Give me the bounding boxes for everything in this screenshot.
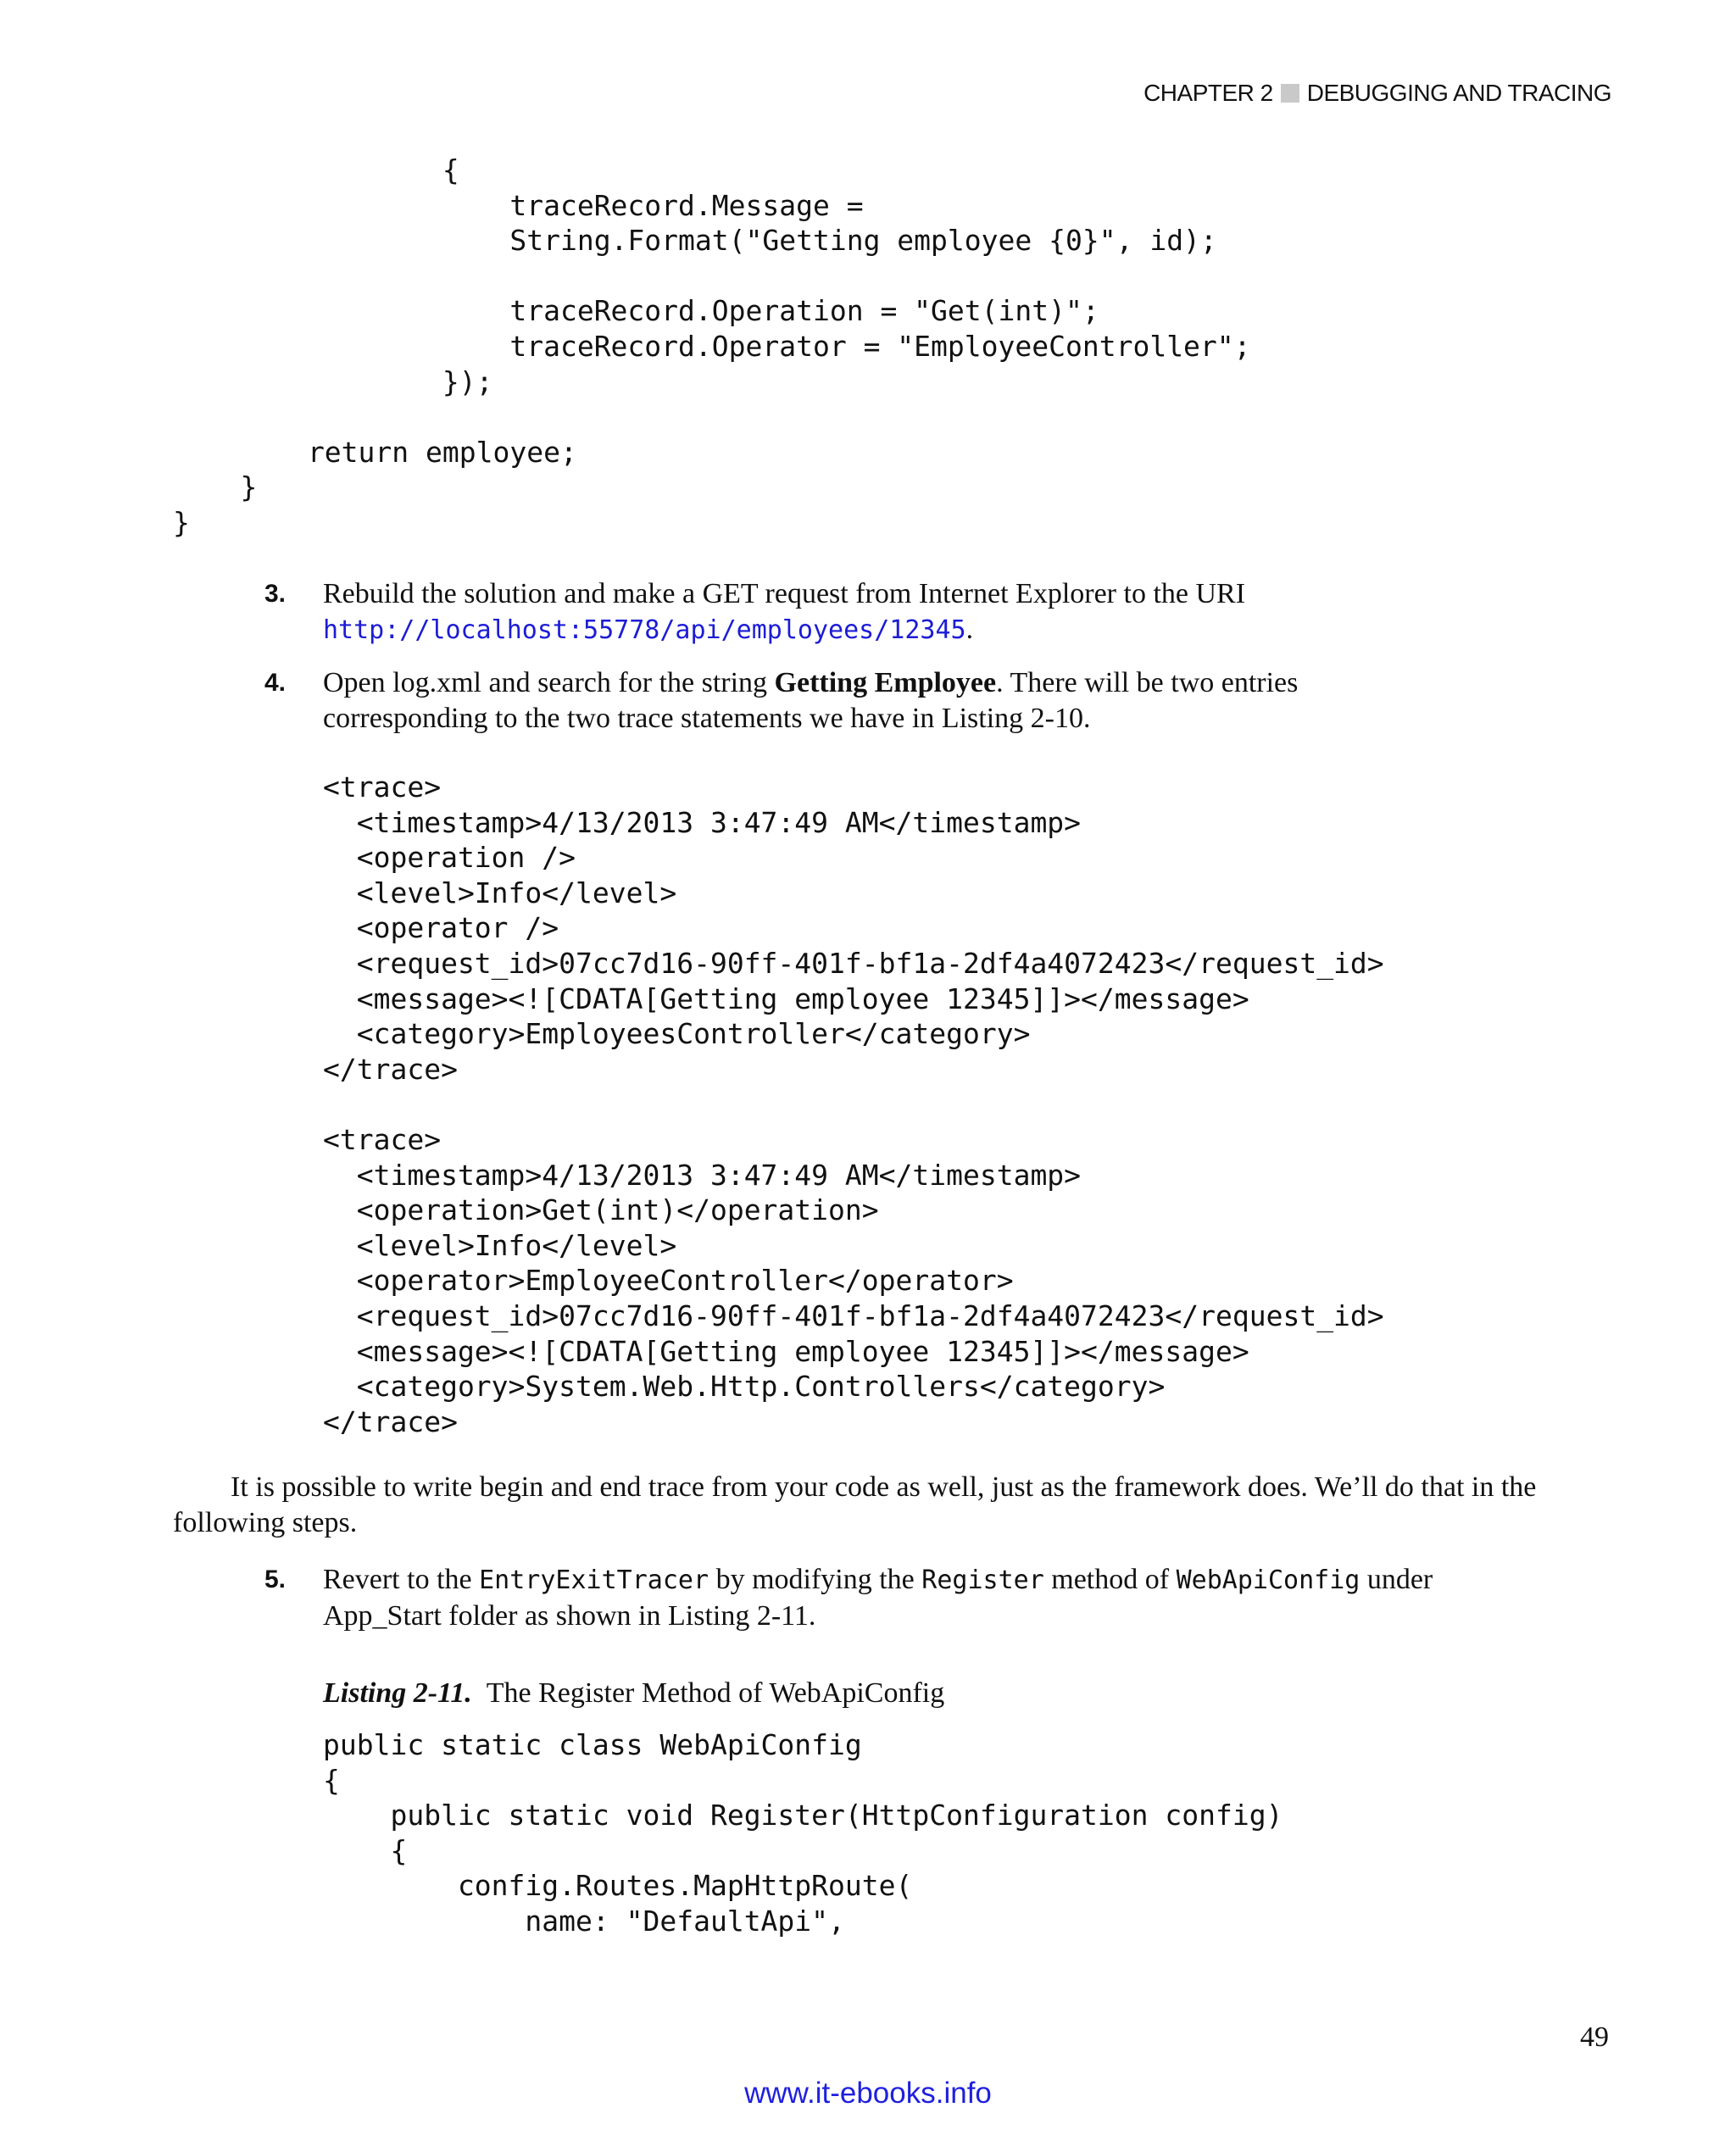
inline-code-register: Register xyxy=(921,1565,1044,1595)
step-text xyxy=(323,665,1383,736)
step-number: 3. xyxy=(264,580,287,608)
step-3-period: . xyxy=(965,613,974,645)
step-5-text-4: under App_Start folder as shown in Listing 2-11. xyxy=(323,1564,1433,1632)
step-number: 5. xyxy=(264,1565,287,1593)
step-3-text: Rebuild the solution and make a GET request from Internet Explorer to the URI xyxy=(323,578,1246,609)
step-text xyxy=(323,1562,1467,1633)
inline-code-webapiconfig: WebApiConfig xyxy=(1176,1565,1360,1595)
code-block-bottom: public static class WebApiConfig { public static void Register(HttpConfiguration config) { config.Routes.MapHttpRoute( name: "DefaultApi", xyxy=(323,1728,1283,1938)
header-chapter: CHAPTER 2 xyxy=(1143,80,1273,106)
header-separator-square xyxy=(1281,84,1299,103)
running-header xyxy=(1143,80,1611,107)
listing-label: Listing 2-11. xyxy=(323,1677,472,1709)
inline-code-entryexittracer: EntryExitTracer xyxy=(479,1565,709,1595)
step-5-text-2: by modifying the xyxy=(709,1564,922,1595)
step-4-text-after: . There will be two entries corresponding to the two trace statements we have in Listing 2-10. xyxy=(323,667,1299,734)
step-5-text-3: method of xyxy=(1043,1564,1177,1595)
step-text xyxy=(323,576,1594,648)
listing-title: The Register Method of WebApiConfig xyxy=(486,1677,945,1709)
page-number: 49 xyxy=(1580,2021,1609,2053)
header-title: DEBUGGING AND TRACING xyxy=(1306,80,1611,106)
request-uri-link[interactable]: http://localhost:55778/api/employees/12345 xyxy=(323,614,966,645)
step-5-text-1: Revert to the xyxy=(323,1564,480,1595)
footer-link[interactable]: www.it-ebooks.info xyxy=(744,2077,992,2110)
step-number: 4. xyxy=(264,669,287,697)
body-paragraph: It is possible to write begin and end trace from your code as well, just as the framework does. We’ll do that in the following steps. xyxy=(173,1471,1537,1538)
xml-trace-output: <trace> <timestamp>4/13/2013 3:47:49 AM</timestamp> <operation /> <level>Info</level> <operator /> <request_id>07cc7d16-90ff-401f-bf1a-2df4a4072423</request_id> <message><![CDATA[Getting employee 12345]]></message> <category>EmployeesController</category> </trace> <trace> <timestamp>4/13/2013 3:47:49 AM</timestamp> <operation>Get(int)</operation> <level>Info</level> <operator>EmployeeController</operator> <request_id>07cc7d16-90ff-401f-bf1a-2df4a4072423</request_id> <message><![CDATA[Getting employee 12345]]></message> <category>System.Web.Http.Controllers</category> </trace> xyxy=(323,770,1384,1438)
search-string: Getting Employee xyxy=(774,667,997,698)
step-4-text-before: Open log.xml and search for the string xyxy=(323,667,775,698)
code-block-top: { traceRecord.Message = String.Format("Getting employee {0}", id); traceRecord.Operation = "Get(int)"; traceRecord.Operator = "EmployeeController"; }); return employee; } } xyxy=(173,153,1251,539)
listing-caption xyxy=(323,1676,944,1711)
